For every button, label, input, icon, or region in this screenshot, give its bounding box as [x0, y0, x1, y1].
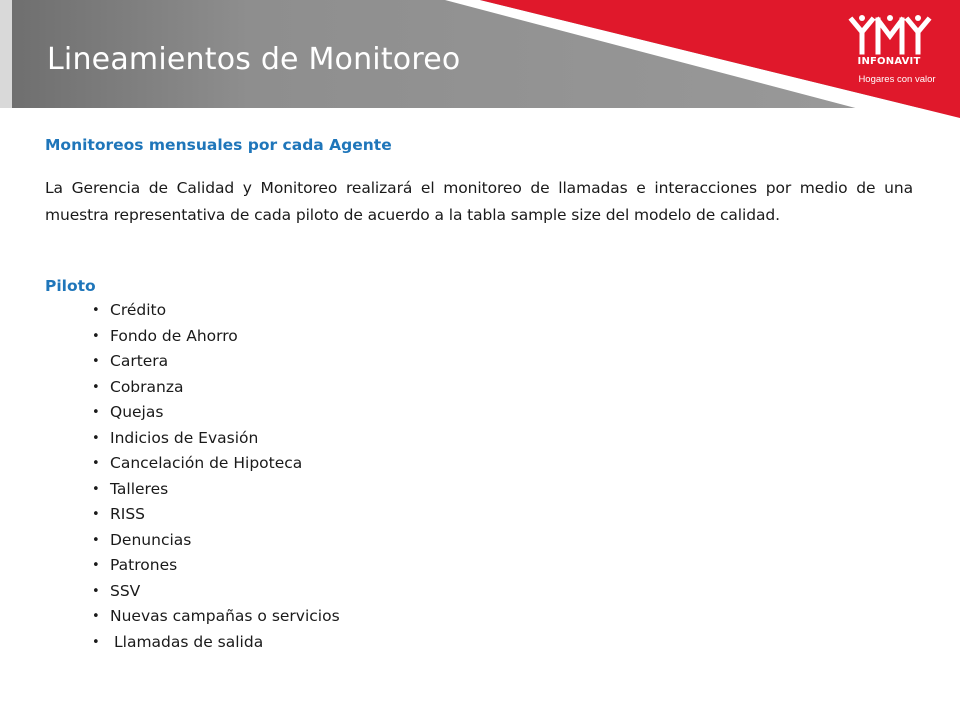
list-item-text: SSV	[110, 581, 141, 600]
section-subheading: Monitoreos mensuales por cada Agente	[45, 136, 392, 154]
slide-title: Lineamientos de Monitoreo	[47, 42, 461, 77]
list-item	[90, 477, 913, 503]
bullet-icon: •	[92, 456, 100, 471]
list-item	[90, 375, 913, 401]
list-item-text: Quejas	[110, 403, 164, 421]
slide-header	[0, 0, 960, 125]
list-item	[90, 426, 913, 452]
header-bottom-line	[12, 108, 912, 110]
list-item	[90, 630, 913, 656]
list-item	[90, 298, 913, 324]
list-item	[90, 400, 913, 426]
list-item-text: Nuevas campañas o servicios	[110, 607, 340, 625]
pilot-list-heading: Piloto	[45, 277, 96, 295]
bullet-icon: •	[92, 609, 100, 624]
list-item-text: Cartera	[110, 352, 169, 370]
list-item	[90, 553, 913, 579]
list-item	[90, 579, 913, 605]
bullet-icon: •	[92, 634, 100, 650]
list-item	[90, 528, 913, 554]
bullet-icon: •	[92, 481, 100, 497]
list-item	[90, 451, 913, 477]
infonavit-logo-icon	[846, 14, 936, 56]
list-item-text: Cancelación de Hipoteca	[110, 454, 303, 472]
description-paragraph: La Gerencia de Calidad y Monitoreo realizará el monitoreo de llamadas e interacciones por medio de una muestra representativa de cada piloto de acuerdo a la tabla sample size del modelo de calidad.	[45, 179, 913, 224]
bullet-icon: •	[92, 379, 100, 395]
list-item-text: Denuncias	[110, 530, 192, 549]
list-item	[90, 349, 913, 375]
bullet-icon: •	[92, 558, 100, 573]
list-item-text: Indicios de Evasión	[110, 428, 259, 447]
bullet-icon: •	[92, 430, 100, 446]
list-item	[90, 502, 913, 528]
slide-content	[45, 134, 913, 655]
bullet-icon: •	[92, 354, 100, 369]
list-item	[90, 324, 913, 350]
list-item	[90, 604, 913, 630]
bullet-icon: •	[92, 303, 100, 318]
list-item-text: Patrones	[110, 556, 178, 574]
bullet-icon: •	[92, 532, 100, 548]
logo-brand-text: INFONAVIT	[857, 56, 921, 67]
bullet-icon: •	[92, 507, 100, 522]
bullet-icon: •	[92, 583, 100, 599]
list-item-text: Talleres	[110, 479, 169, 498]
infonavit-logo	[846, 14, 942, 94]
list-item-text: Fondo de Ahorro	[110, 326, 238, 345]
bullet-icon: •	[92, 405, 100, 420]
header-left-strip	[0, 0, 12, 108]
list-item-text: Crédito	[110, 301, 167, 319]
list-item-text: RISS	[110, 505, 146, 523]
pilot-list	[45, 298, 913, 655]
bullet-icon: •	[92, 328, 100, 344]
list-item-text: Cobranza	[110, 377, 184, 396]
list-item-text: Llamadas de salida	[114, 632, 264, 651]
logo-tagline: Hogares con valor	[858, 74, 936, 85]
